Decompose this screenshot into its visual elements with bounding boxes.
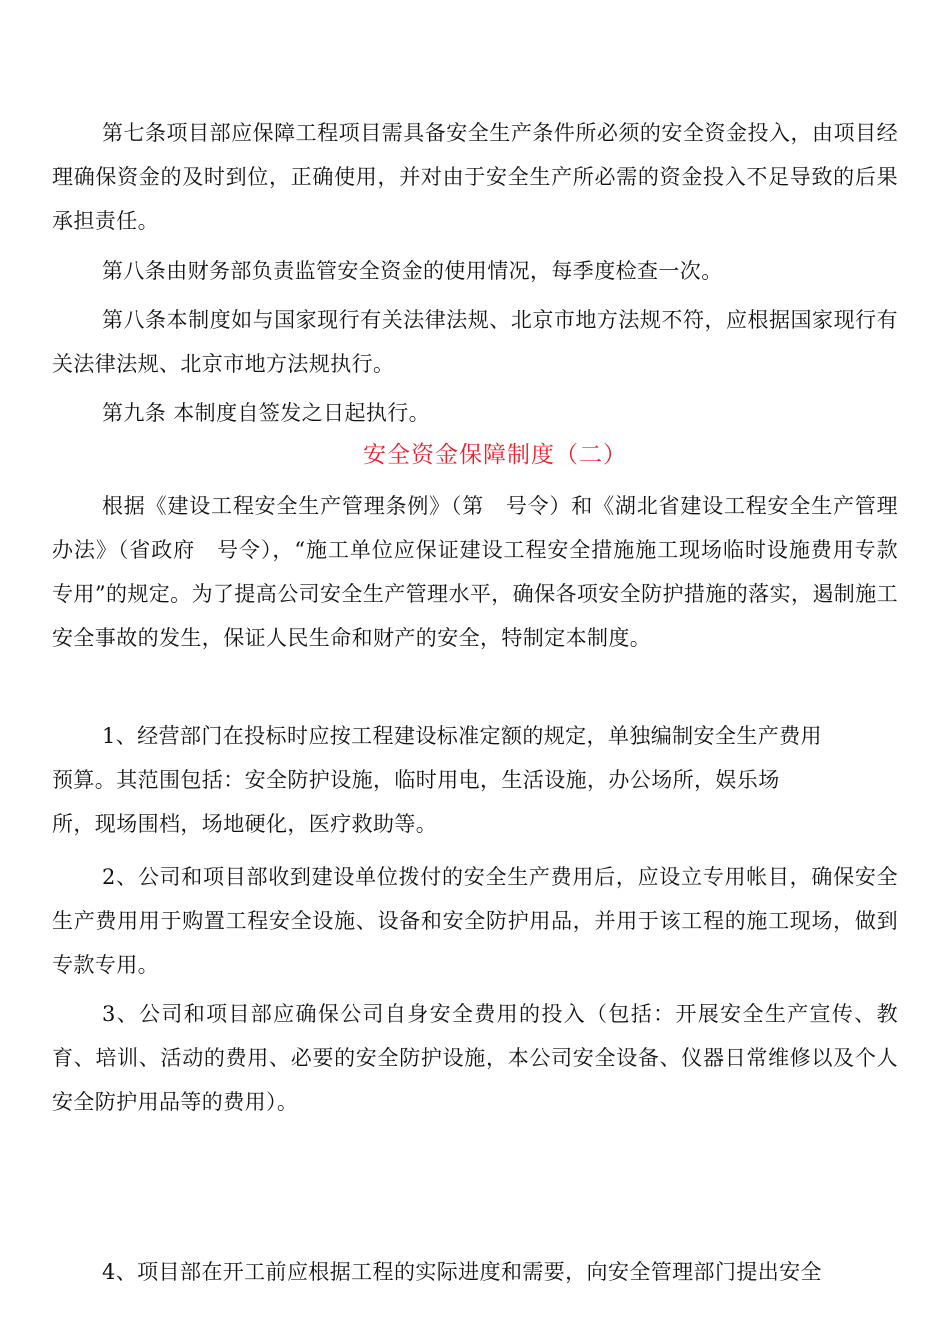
item-3-paragraph [52, 992, 898, 1124]
article-7-text: 第七条项目部应保障工程项目需具备安全生产条件所必须的安全资金投入，由项目经理确保资金的及时到位，正确使用，并对由于安全生产所必需的资金投入不足导致的后果承担责任。 [52, 121, 898, 233]
article-9-text: 第九条 本制度自签发之日起执行。 [102, 401, 431, 425]
item-1-line-3: 所，现场围档，场地硬化，医疗救助等。 [52, 812, 438, 836]
article-9-paragraph [52, 391, 898, 435]
article-8-conflict-text: 第八条本制度如与国家现行有关法律法规、北京市地方法规不符，应根据国家现行有关法律法规、北京市地方法规执行。 [52, 308, 898, 376]
item-3-text: 3、公司和项目部应确保公司自身安全费用的投入（包括：开展安全生产宣传、教育、培训、活动的费用、必要的安全防护设施，本公司安全设备、仪器日常维修以及个人安全防护用品等的费用）。 [52, 1002, 898, 1114]
article-7-paragraph [52, 111, 898, 243]
item-1-line-1: 1、经营部门在投标时应按工程建设标准定额的规定，单独编制安全生产费用 [102, 724, 822, 748]
article-8-supervision-paragraph [52, 249, 898, 293]
item-2-text: 2、公司和项目部收到建设单位拨付的安全生产费用后，应设立专用帐目，确保安全生产费用用于购置工程安全设施、设备和安全防护用品，并用于该工程的施工现场，做到专款专用。 [52, 865, 898, 977]
item-4-text: 4、项目部在开工前应根据工程的实际进度和需要，向安全管理部门提出安全 [102, 1260, 822, 1284]
item-4-paragraph [52, 1250, 898, 1294]
section-heading-text: 安全资金保障制度（二） [363, 442, 627, 468]
article-8-conflict-paragraph [52, 298, 898, 386]
intro-paragraph [52, 484, 898, 660]
item-2-paragraph [52, 855, 898, 987]
item-1-paragraph [52, 714, 898, 846]
section-heading [0, 433, 950, 477]
intro-text: 根据《建设工程安全生产管理条例》（第 号令）和《湖北省建设工程安全生产管理办法》（省政府 号令），“施工单位应保证建设工程安全措施施工现场临时设施费用专款专用”的规定。为了提高公司安全生产管理水平，确保各项安全防护措施的落实，遏制施工安全事故的发生，保证人民生命和财产的安全，特制定本制度。 [52, 494, 898, 650]
article-8-supervision-text: 第八条由财务部负责监管安全资金的使用情况，每季度检查一次。 [102, 259, 723, 283]
item-1-line-2: 预算。其范围包括：安全防护设施，临时用电，生活设施，办公场所，娱乐场 [52, 768, 780, 792]
